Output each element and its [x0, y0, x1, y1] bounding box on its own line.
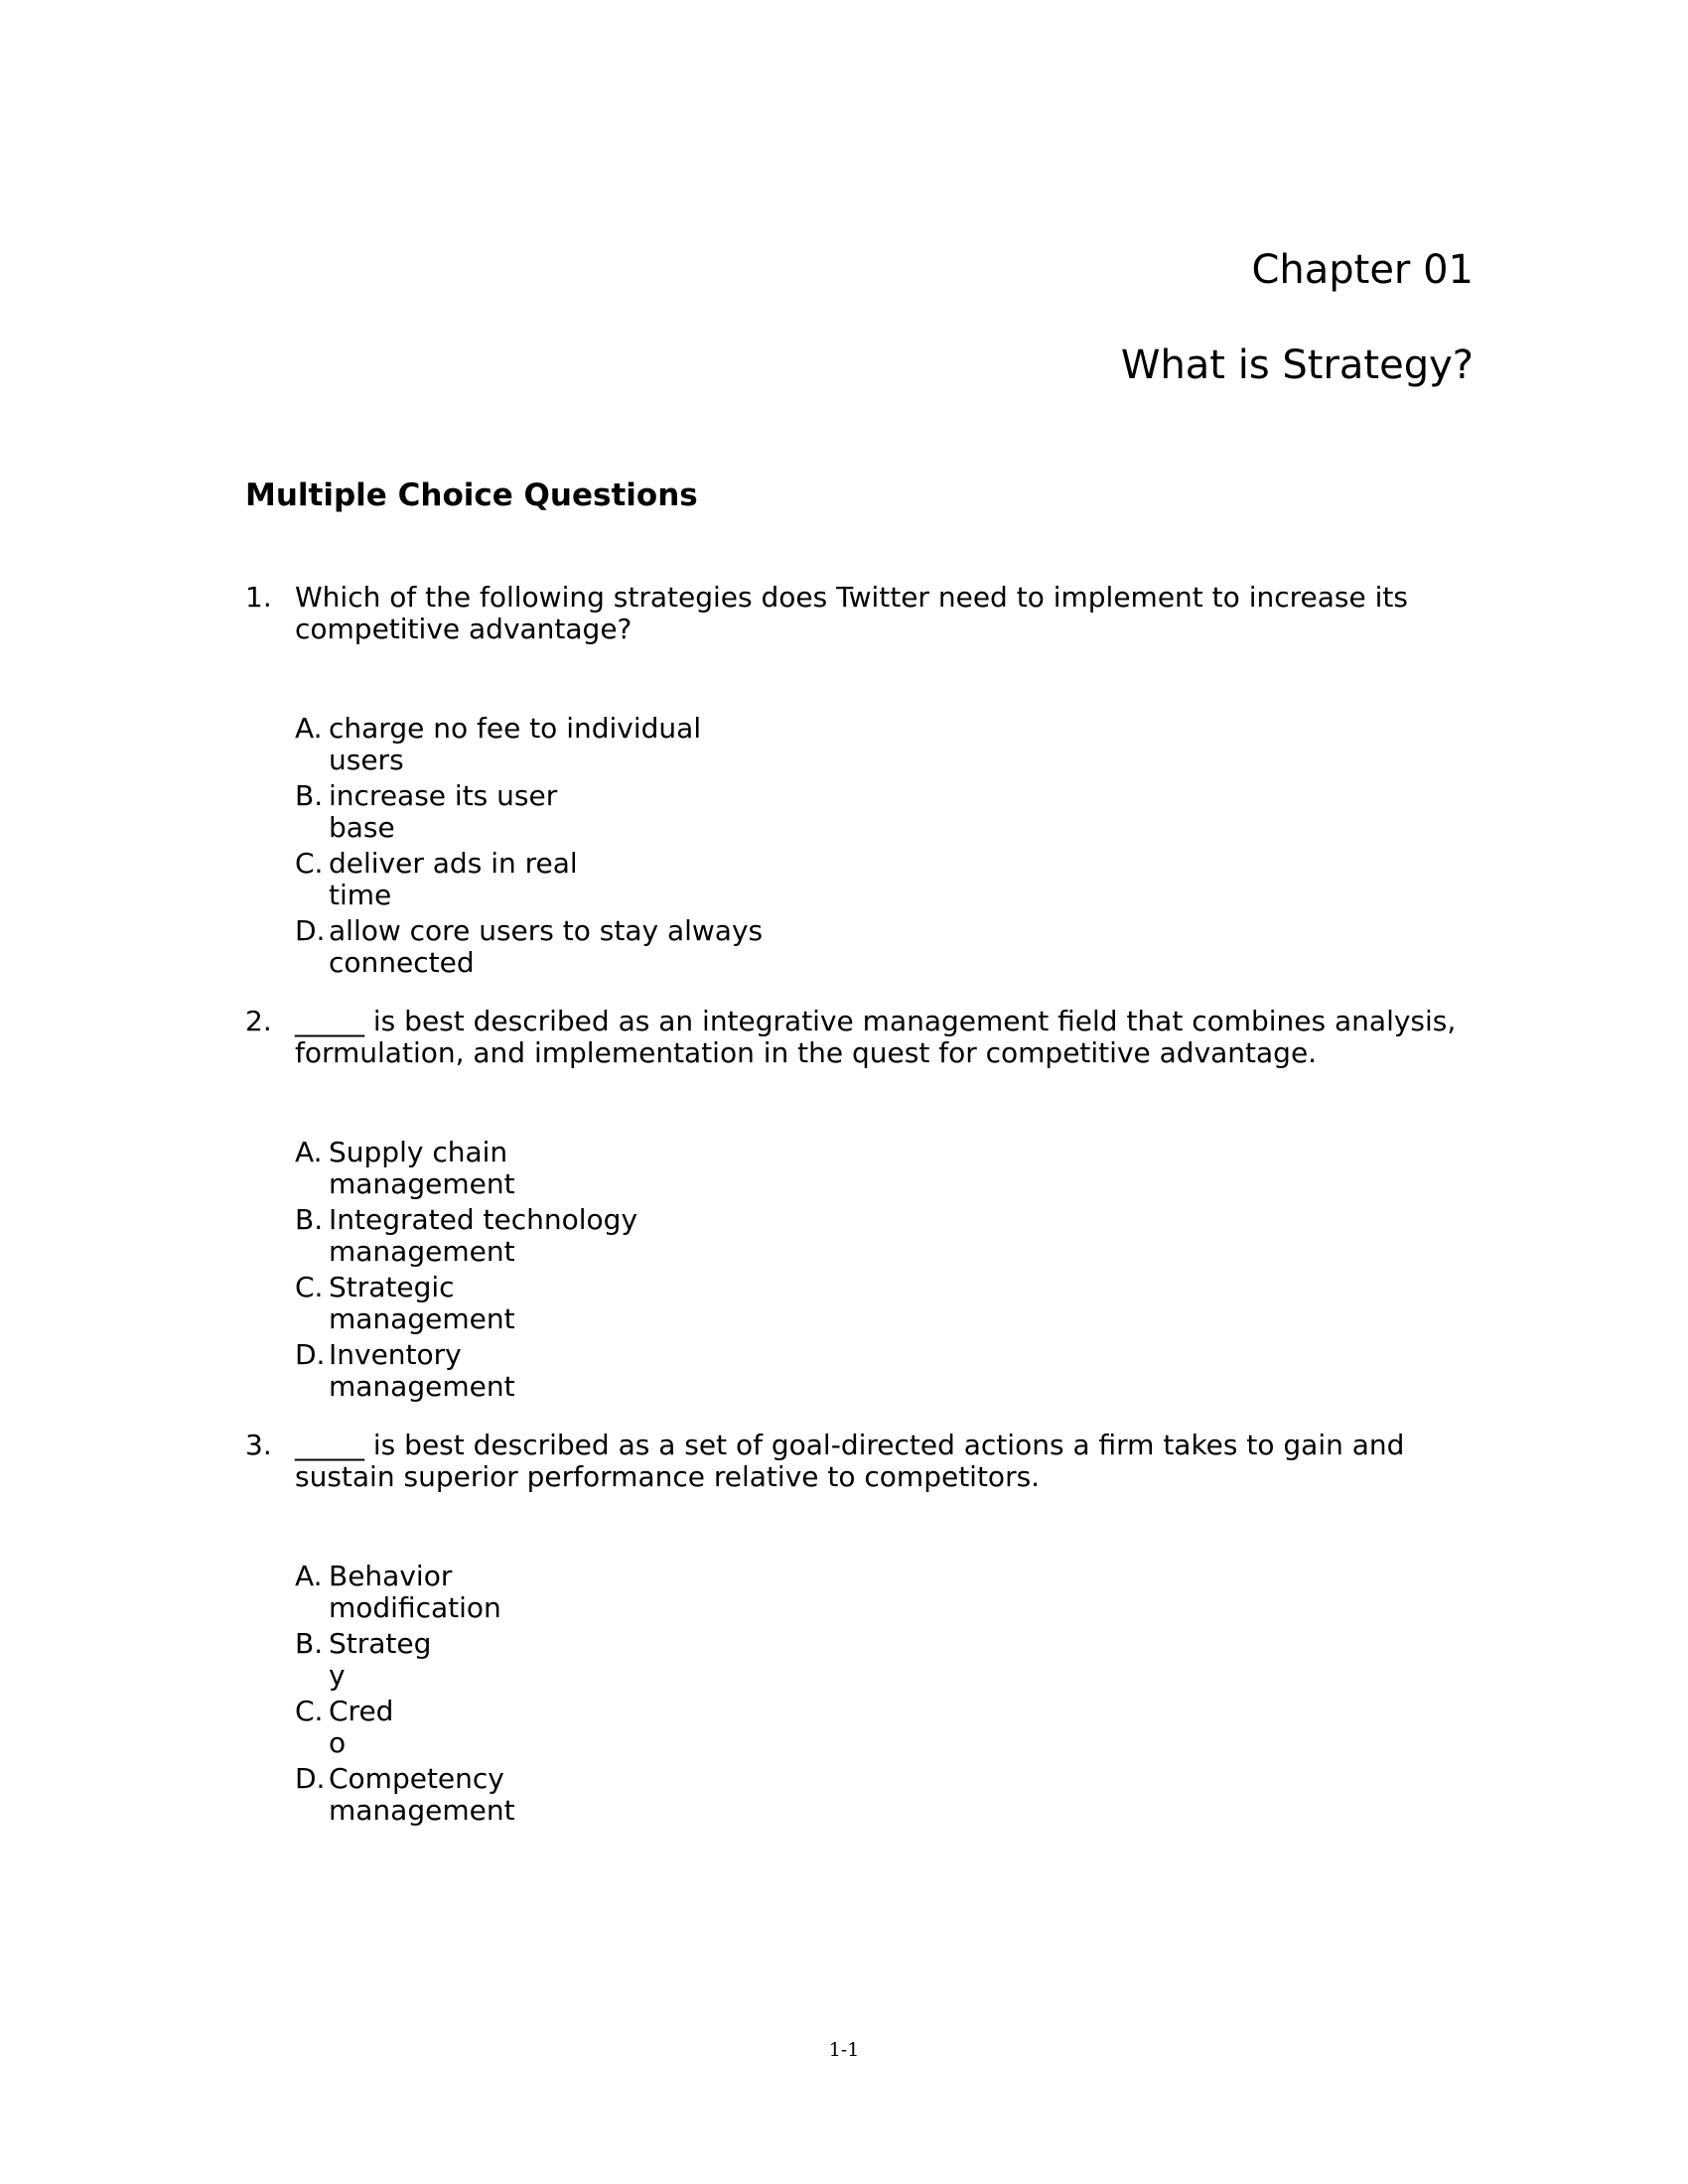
answer-options — [295, 1137, 1474, 1403]
option-text: Cred o — [329, 1695, 394, 1759]
answer-option-a — [295, 1561, 1474, 1624]
option-letter: B. — [295, 1203, 324, 1236]
question-stem: _____ is best described as a set of goal-directed actions a firm takes to gain and sustain superior performance relative to competitors. — [295, 1429, 1405, 1493]
answer-option-b — [295, 780, 1474, 844]
option-letter: C. — [295, 1695, 324, 1727]
question-1 — [245, 582, 1474, 983]
option-letter: D. — [295, 1762, 326, 1795]
chapter-label: Chapter 01 — [1251, 247, 1474, 293]
answer-option-b — [295, 1628, 1474, 1692]
question-stem: Which of the following strategies does Twitter need to implement to increase its competitive advantage? — [295, 581, 1408, 645]
option-text: allow core users to stay always connected — [329, 914, 764, 979]
answer-option-a — [295, 713, 1474, 776]
question-number: 1. — [245, 581, 272, 614]
option-letter: D. — [295, 1338, 326, 1371]
option-text: increase its user base — [329, 779, 558, 844]
option-letter: A. — [295, 1136, 323, 1168]
option-letter: C. — [295, 1271, 324, 1303]
option-text: deliver ads in real time — [329, 847, 578, 911]
option-letter: C. — [295, 847, 324, 880]
answer-options — [295, 713, 1474, 979]
page-number: 1-1 — [828, 2039, 860, 2061]
option-letter: B. — [295, 1627, 324, 1660]
question-number: 2. — [245, 1005, 272, 1037]
option-text: Strateg y — [329, 1627, 432, 1692]
section-heading: Multiple Choice Questions — [245, 478, 698, 513]
answer-option-c — [295, 848, 1474, 911]
answer-option-c — [295, 1272, 1474, 1335]
option-text: Strategic management — [329, 1271, 515, 1335]
answer-option-c — [295, 1696, 1474, 1759]
option-text: Competency management — [329, 1762, 515, 1827]
option-text: Inventory management — [329, 1338, 515, 1403]
question-2 — [245, 1006, 1474, 1407]
option-text: Behavior modification — [329, 1560, 501, 1624]
option-letter: A. — [295, 1560, 323, 1592]
option-text: charge no fee to individual users — [329, 712, 702, 776]
option-letter: D. — [295, 914, 326, 947]
question-number: 3. — [245, 1429, 272, 1461]
answer-options — [295, 1561, 1474, 1827]
answer-option-d — [295, 915, 1474, 979]
option-letter: A. — [295, 712, 323, 745]
answer-option-a — [295, 1137, 1474, 1200]
answer-option-b — [295, 1204, 1474, 1268]
question-stem: _____ is best described as an integrative management field that combines analysis, formulation, and implementation in the quest for competitive advantage. — [295, 1005, 1457, 1069]
chapter-title: What is Strategy? — [1120, 342, 1474, 388]
option-text: Integrated technology management — [329, 1203, 638, 1268]
answer-option-d — [295, 1339, 1474, 1403]
option-text: Supply chain management — [329, 1136, 515, 1200]
answer-option-d — [295, 1763, 1474, 1827]
question-3 — [245, 1430, 1474, 1831]
option-letter: B. — [295, 779, 324, 812]
